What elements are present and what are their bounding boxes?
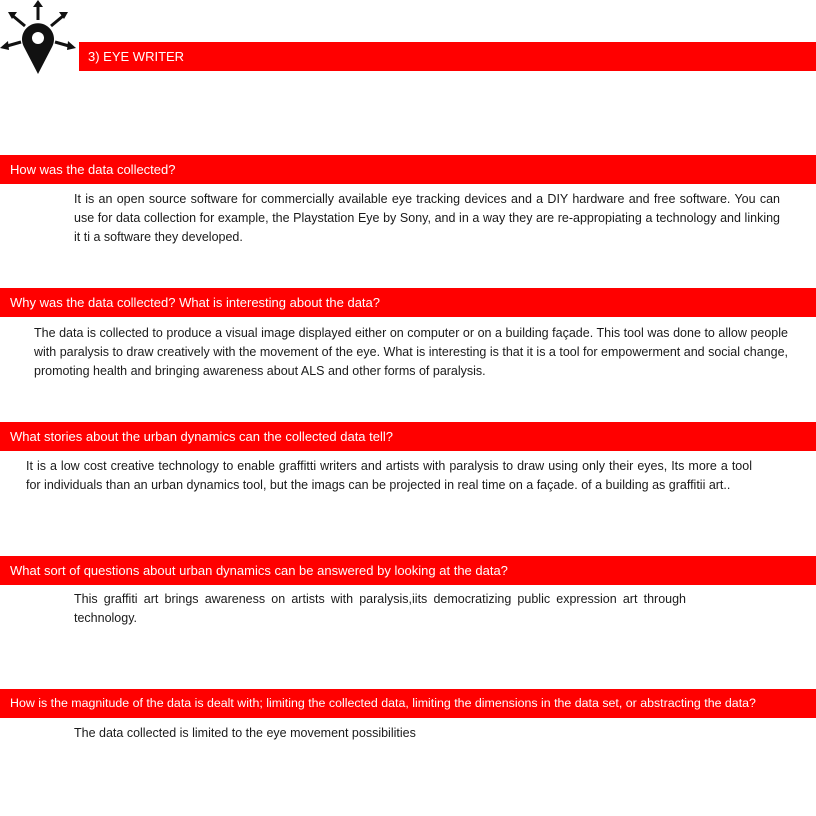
- section-answer: It is an open source software for commercially available eye tracking devices and a DIY hardware and free software. You can use for data collection for example, the Playstation Eye by Sony, and in a way they are re-appropiating a technology and linking it ti a software they developed.: [74, 192, 780, 245]
- section-question: Why was the data collected? What is interesting about the data?: [0, 288, 816, 317]
- section-answer: The data collected is limited to the eye movement possibilities: [74, 726, 416, 740]
- page-title: 3) EYE WRITER: [79, 42, 816, 71]
- section-answer: The data is collected to produce a visual image displayed either on computer or on a building façade. This tool was done to allow people with paralysis to draw creatively with the movement of the eye. What is interesting is that it is a tool for empowerment and social change, promoting health and bringing awareness about ALS and other forms of paralysis.: [34, 326, 788, 379]
- location-pin-arrows-icon: [0, 0, 78, 78]
- section-question: How was the data collected?: [0, 155, 816, 184]
- section-question: What sort of questions about urban dynamics can be answered by looking at the data?: [0, 556, 816, 585]
- section-answer: It is a low cost creative technology to enable graffitti writers and artists with paralysis to draw using only their eyes, Its more a tool for individuals than an urban dynamics tool, but the imags can be projected in real time on a façade. of a building as graffitii art..: [26, 459, 752, 493]
- section-answer: This graffiti art brings awareness on artists with paralysis,iits democratizing public expression art through technology.: [74, 592, 686, 626]
- section-question: How is the magnitude of the data is dealt with; limiting the collected data, limiting the dimensions in the data set, or abstracting the data?: [0, 689, 816, 718]
- section-question: What stories about the urban dynamics can the collected data tell?: [0, 422, 816, 451]
